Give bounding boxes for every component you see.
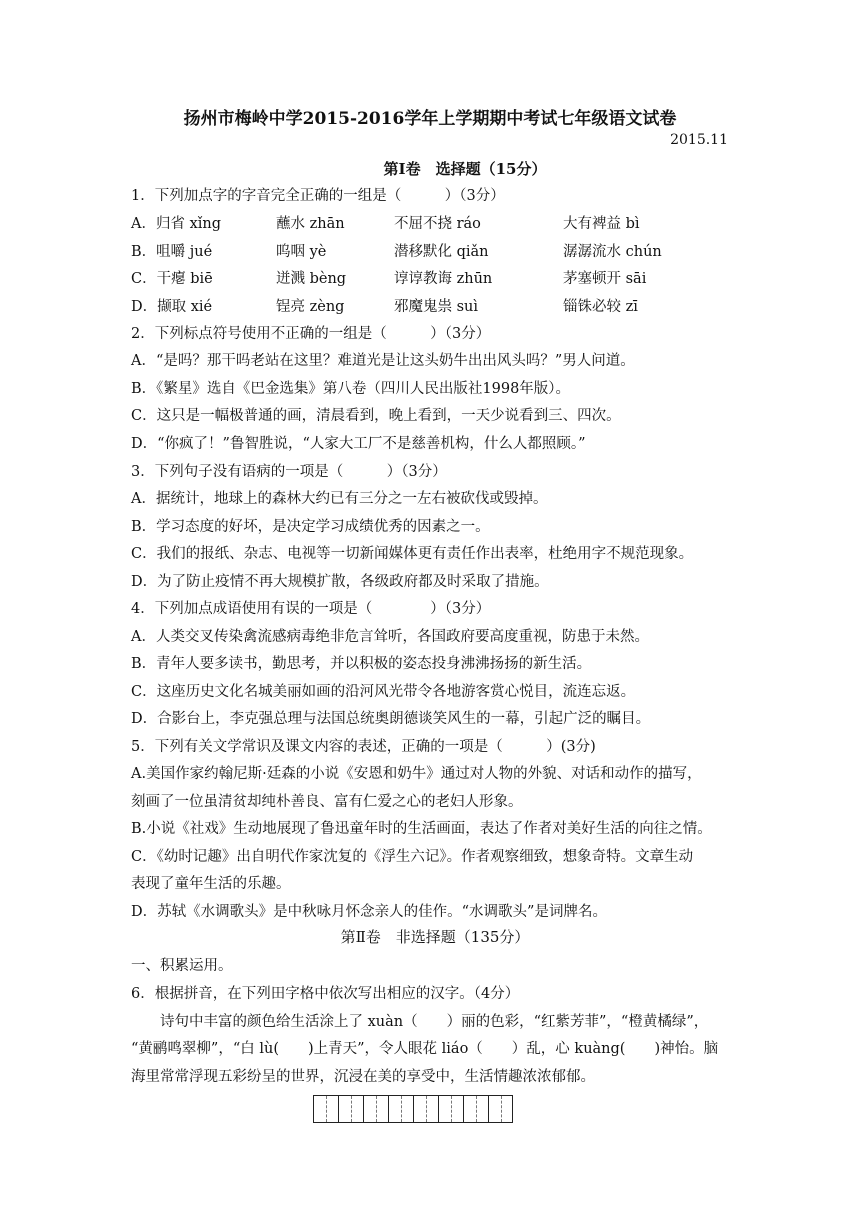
q1-option-d-4: 锱铢必较 zī bbox=[563, 299, 638, 315]
tianzige-answer-grid bbox=[313, 1095, 513, 1123]
q1-option-b-2: 呜咽 yè bbox=[276, 244, 327, 260]
grid-cell-3[interactable] bbox=[363, 1095, 388, 1123]
q6-passage-line-2: “黄鹂鸣翠柳”，“白 lù( )上青天”，令人眼花 liáo（ ）乱，心 kuàng( )神怡。脑 bbox=[131, 1041, 719, 1057]
q1-option-d-1: D．撷取 xié bbox=[131, 299, 213, 315]
q4-option-c: C．这座历史文化名城美丽如画的沿河风光带令各地游客赏心悦目，流连忘返。 bbox=[131, 684, 636, 700]
q2-option-d: D．“你疯了！”鲁智胜说，“人家大工厂不是慈善机构，什么人都照顾。” bbox=[131, 436, 586, 452]
q6-passage-line-3: 海里常常浮现五彩纷呈的世界，沉浸在美的享受中，生活情趣浓浓郁郁。 bbox=[131, 1069, 595, 1085]
q4-option-b: B．青年人要多读书，勤思考，并以积极的姿态投身沸沸扬扬的新生活。 bbox=[131, 656, 592, 672]
exam-title: 扬州市梅岭中学2015-2016学年上学期期中考试七年级语文试卷 bbox=[183, 109, 677, 129]
q1-option-b-4: 潺潺流水 chún bbox=[563, 244, 662, 260]
q3-option-c: C．我们的报纸、杂志、电视等一切新闻媒体更有责任作出表率，杜绝用字不规范现象。 bbox=[131, 546, 694, 562]
q2-option-b: B．《繁星》选自《巴金选集》第八卷（四川人民出版社1998年版）。 bbox=[131, 381, 571, 397]
q1-option-d-3: 邪魔鬼祟 suì bbox=[394, 299, 479, 315]
grid-cell-5[interactable] bbox=[413, 1095, 438, 1123]
grid-cell-1[interactable] bbox=[313, 1095, 338, 1123]
q5-option-a: A.美国作家约翰尼斯·廷森的小说《安恩和奶牛》通过对人物的外貌、对话和动作的描写， bbox=[131, 766, 702, 782]
part-1-heading: 一、积累运用。 bbox=[131, 958, 233, 974]
q5-option-b: B.小说《社戏》生动地展现了鲁迅童年时的生活画面，表达了作者对美好生活的向往之情。 bbox=[131, 821, 712, 837]
grid-cell-2[interactable] bbox=[338, 1095, 363, 1123]
section-2-heading: 第Ⅱ卷 非选择题（135分） bbox=[340, 928, 530, 946]
q5-option-c-cont: 表现了童年生活的乐趣。 bbox=[131, 876, 291, 892]
grid-cell-4[interactable] bbox=[388, 1095, 413, 1123]
grid-cell-8[interactable] bbox=[488, 1095, 513, 1123]
q4-option-d: D．合影台上，李克强总理与法国总统奥朗德谈笑风生的一幕，引起广泛的瞩目。 bbox=[131, 711, 651, 727]
q1-option-c-2: 迸溅 bèng bbox=[276, 271, 347, 287]
q5-stem: 5．下列有关文学常识及课文内容的表述，正确的一项是（ ）(3分) bbox=[131, 739, 596, 755]
q1-option-a-2: 蘸水 zhān bbox=[276, 216, 345, 232]
section-1-heading: 第Ⅰ卷 选择题（15分） bbox=[383, 160, 547, 178]
q2-stem: 2．下列标点符号使用不正确的一组是（ ）（3分） bbox=[131, 326, 491, 342]
q3-option-b: B．学习态度的好坏，是决定学习成绩优秀的因素之一。 bbox=[131, 519, 490, 535]
q1-option-c-1: C．干瘪 biē bbox=[131, 271, 213, 287]
q5-option-a-cont: 刻画了一位虽清贫却纯朴善良、富有仁爱之心的老妇人形象。 bbox=[131, 794, 523, 810]
q1-option-a-3: 不屈不挠 ráo bbox=[394, 216, 481, 232]
q1-option-d-2: 锃亮 zèng bbox=[276, 299, 345, 315]
q2-option-a: A．“是吗？那干吗老站在这里？难道光是让这头奶牛出出风头吗？”男人问道。 bbox=[131, 353, 635, 369]
q1-option-c-4: 茅塞顿开 sāi bbox=[563, 271, 647, 287]
q6-stem: 6．根据拼音，在下列田字格中依次写出相应的汉字。（4分） bbox=[131, 986, 520, 1002]
exam-date: 2015.11 bbox=[670, 132, 728, 148]
q5-option-d: D．苏轼《水调歌头》是中秋咏月怀念亲人的佳作。“水调歌头”是词牌名。 bbox=[131, 904, 607, 920]
q1-option-b-1: B．咀嚼 jué bbox=[131, 244, 213, 260]
q3-option-d: D．为了防止疫情不再大规模扩散，各级政府都及时采取了措施。 bbox=[131, 574, 549, 590]
q2-option-c: C．这只是一幅极普通的画，清晨看到，晚上看到，一天少说看到三、四次。 bbox=[131, 408, 621, 424]
q1-option-c-3: 谆谆教诲 zhūn bbox=[394, 271, 493, 287]
grid-cell-6[interactable] bbox=[438, 1095, 463, 1123]
q4-option-a: A．人类交叉传染禽流感病毒绝非危言耸听，各国政府要高度重视，防患于未然。 bbox=[131, 629, 649, 645]
q3-stem: 3．下列句子没有语病的一项是（ ）（3分） bbox=[131, 464, 447, 480]
grid-cell-7[interactable] bbox=[463, 1095, 488, 1123]
q1-stem: 1．下列加点字的字音完全正确的一组是（ ）（3分） bbox=[131, 188, 505, 204]
q4-stem: 4．下列加点成语使用有误的一项是（ ）（3分） bbox=[131, 601, 491, 617]
q3-option-a: A．据统计，地球上的森林大约已有三分之一左右被砍伐或毁掉。 bbox=[131, 491, 548, 507]
q1-option-a-1: A．归省 xǐng bbox=[131, 216, 222, 232]
q5-option-c: C．《幼时记趣》出自明代作家沈复的《浮生六记》。作者观察细致，想象奇特。文章生动 bbox=[131, 849, 694, 865]
q1-option-a-4: 大有裨益 bì bbox=[563, 216, 640, 232]
q6-passage-line-1: 诗句中丰富的颜色给生活涂上了 xuàn（ ）丽的色彩，“红紫芳菲”，“橙黄橘绿”， bbox=[160, 1014, 709, 1030]
q1-option-b-3: 潜移默化 qiǎn bbox=[394, 244, 489, 260]
